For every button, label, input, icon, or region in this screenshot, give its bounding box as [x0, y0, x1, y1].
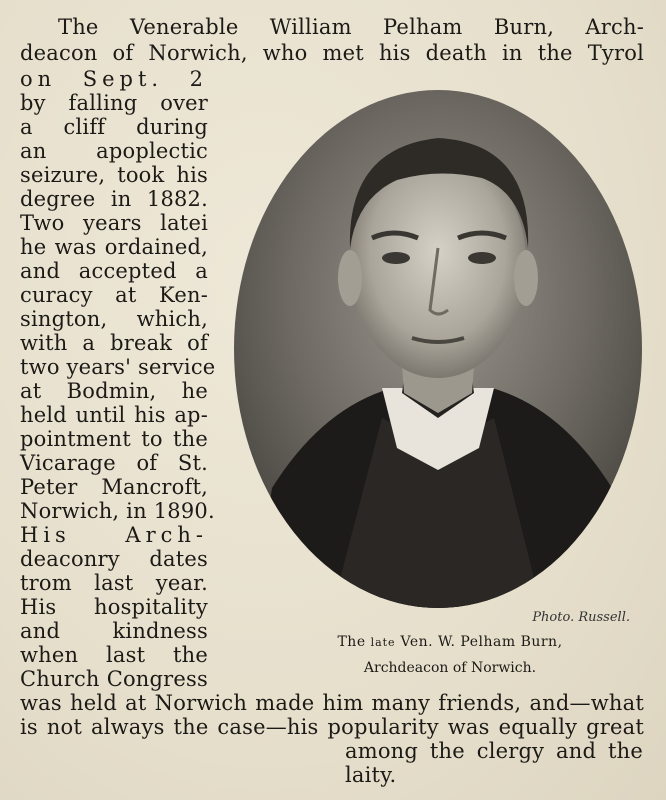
article-line: curacy at Ken- — [20, 283, 208, 307]
caption-title: Archdeacon of Norwich. — [363, 660, 537, 676]
article-line: trom last year. — [20, 571, 208, 595]
article-line: laity. — [345, 763, 397, 787]
article-line: Vicarage of St. — [20, 451, 208, 475]
article-line: degree in 1882. — [20, 187, 208, 211]
article-line: was held at Norwich made him many friends, and—what — [20, 691, 644, 715]
caption-word: Pelham — [460, 634, 516, 650]
article-line: His Arch- — [20, 523, 208, 547]
article-line: His hospitality — [20, 595, 208, 619]
article-line: two years' service — [20, 355, 216, 379]
article-line: a cliff during — [20, 115, 208, 139]
article-line: Church Congress — [20, 667, 208, 691]
caption-word: late — [370, 636, 396, 649]
caption-name — [270, 634, 630, 650]
article-line: on Sept. 2 — [20, 67, 208, 91]
photo-credit: Photo. Russell. — [532, 610, 630, 625]
article-line: Two years latei — [20, 211, 208, 235]
article-line: among the clergy and the — [345, 739, 643, 763]
article-line: Norwich, in 1890. — [20, 499, 215, 523]
article-line: deacon of Norwich, who met his death in the Tyrol — [20, 41, 644, 65]
article-line: at Bodmin, he — [20, 379, 208, 403]
portrait-photo — [232, 88, 644, 610]
article-line: he was ordained, — [20, 235, 208, 259]
article-line: sington, which, — [20, 307, 208, 331]
article-line: deaconry dates — [20, 547, 208, 571]
article-line: pointment to the — [20, 427, 208, 451]
article-line: is not always the case—his popularity was equally great — [20, 715, 644, 739]
article-line: Peter Mancroft, — [20, 475, 208, 499]
article-line: and accepted a — [20, 259, 208, 283]
article-line: held until his ap- — [20, 403, 208, 427]
article-line: with a break of — [20, 331, 208, 355]
article-line: seizure, took his — [20, 163, 208, 187]
article-line: an apoplectic — [20, 139, 208, 163]
article-line: when last the — [20, 643, 208, 667]
caption-word: Ven. W. — [400, 634, 456, 650]
article-line: by falling over — [20, 91, 208, 115]
article-line: The Venerable William Pelham Burn, Arch- — [58, 15, 644, 39]
article-line: and kindness — [20, 619, 208, 643]
caption-word: The — [337, 634, 366, 650]
caption-word: Burn, — [520, 634, 563, 650]
